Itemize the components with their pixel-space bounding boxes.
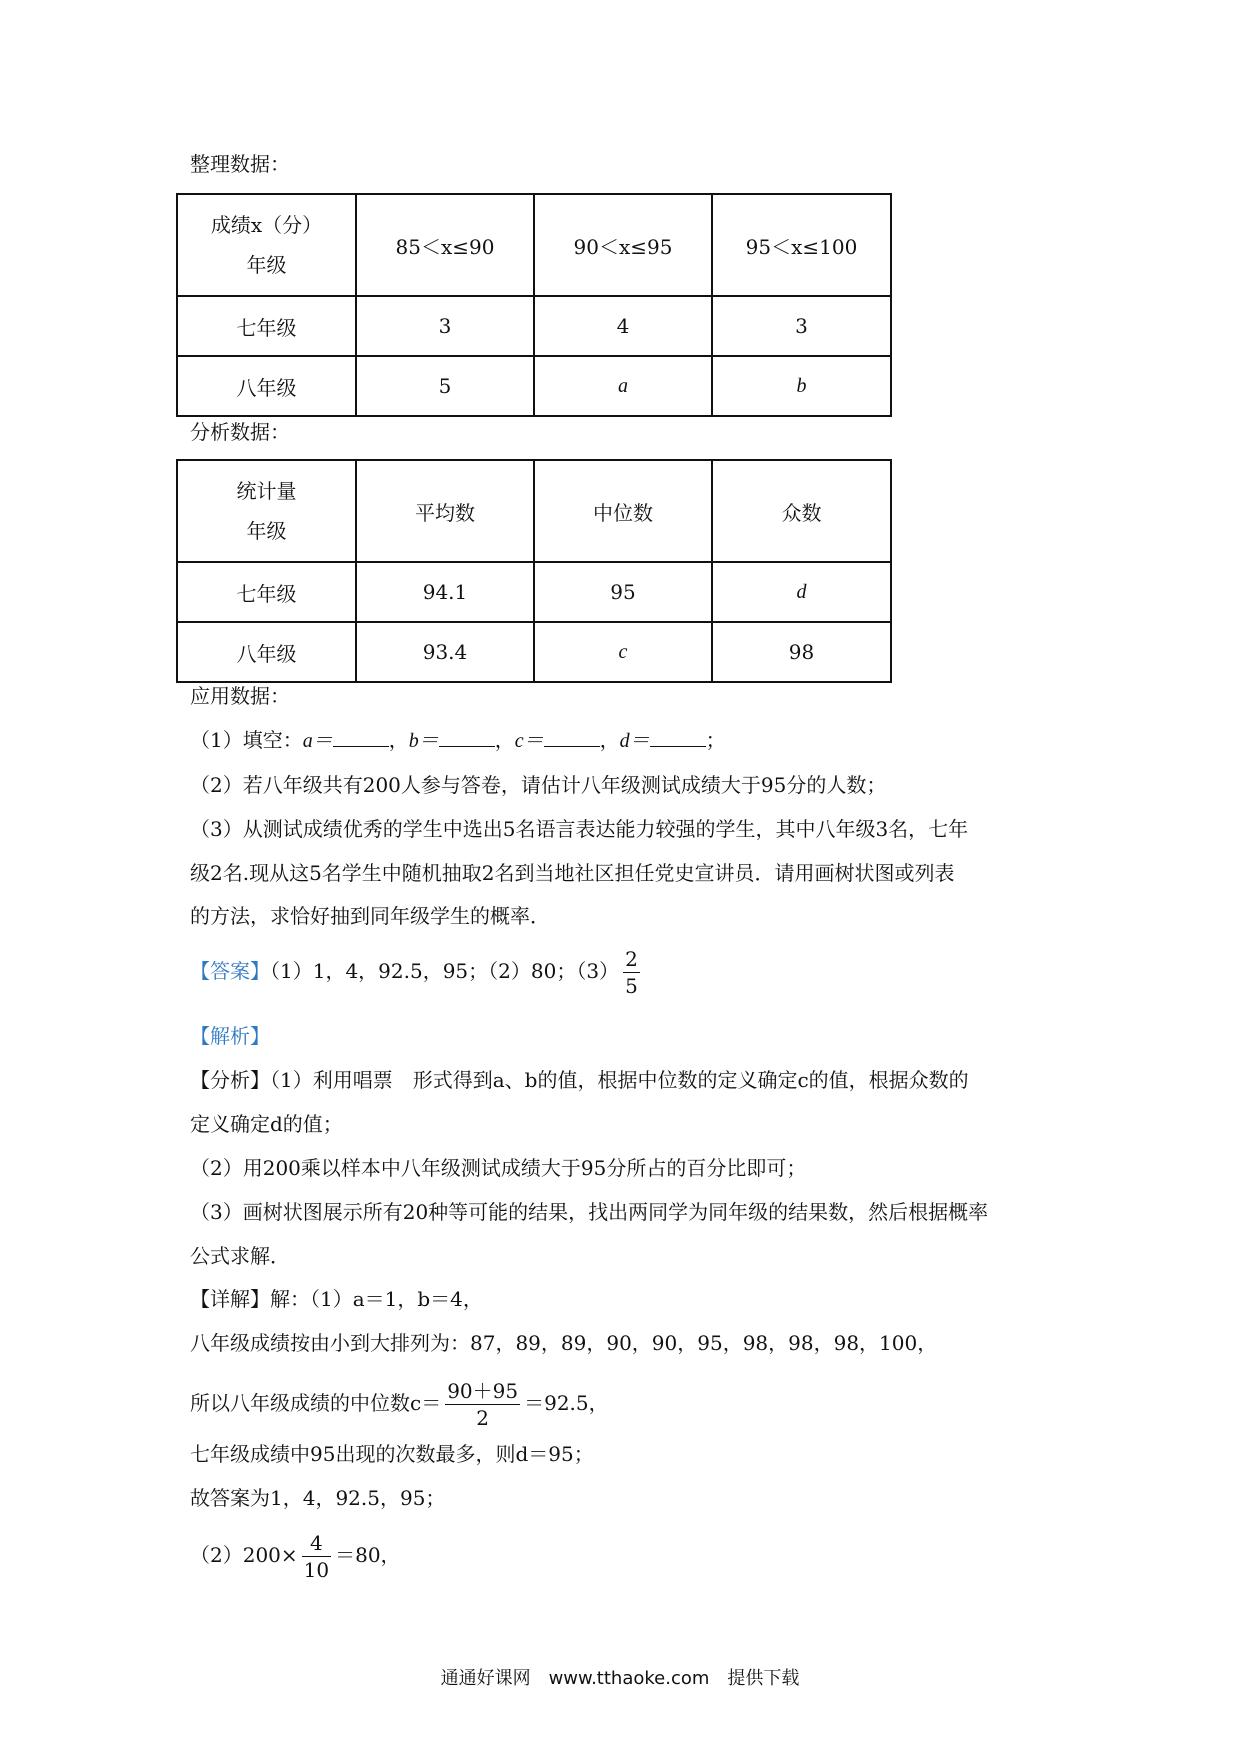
fraction-denominator: 2 bbox=[476, 1406, 490, 1430]
row-label: 八年级 bbox=[177, 622, 356, 682]
separator: ， bbox=[494, 728, 515, 752]
q1-a: a＝ bbox=[302, 730, 333, 752]
fenxi-line3: （2）用200乘以样本中八年级测试成绩大于95分所占的百分比即可； bbox=[190, 1156, 807, 1180]
separator: ； bbox=[705, 728, 726, 752]
q1-c: c＝ bbox=[514, 730, 544, 752]
table-corner-cell bbox=[177, 194, 356, 296]
detail-line1 bbox=[190, 1285, 483, 1313]
frequency-table bbox=[176, 193, 892, 417]
fraction-denominator: 5 bbox=[625, 974, 638, 998]
answer-blank bbox=[333, 728, 389, 747]
detail-line5: 故答案为1，4，92.5，95； bbox=[190, 1486, 446, 1510]
median-prefix: 所以八年级成绩的中位数c＝ bbox=[190, 1391, 442, 1415]
detail-line2: 八年级成绩按由小到大排列为：87，89，89，90，90，95，98，98，98，100， bbox=[190, 1331, 938, 1355]
fraction-numerator: 90＋95 bbox=[447, 1379, 519, 1403]
question-3-line3: 的方法，求恰好抽到同年级学生的概率． bbox=[190, 904, 550, 928]
corner-bottom-label: 年级 bbox=[246, 253, 287, 277]
detail-line3 bbox=[190, 1378, 609, 1431]
table-cell: 94.1 bbox=[356, 562, 534, 622]
table-cell: 4 bbox=[534, 296, 712, 356]
question-2: （2）若八年级共有200人参与答卷，请估计八年级测试成绩大于95分的人数； bbox=[190, 773, 887, 797]
fenxi-line4: （3）画树状图展示所有20种等可能的结果，找出两同学为同年级的结果数，然后根据概率 bbox=[190, 1200, 989, 1224]
q1-prefix: （1）填空： bbox=[190, 728, 303, 752]
corner-top-label: 成绩x（分） bbox=[210, 213, 323, 237]
corner-bottom-label: 年级 bbox=[246, 519, 287, 543]
estimate-prefix: （2）200× bbox=[190, 1543, 298, 1567]
table-header-row bbox=[177, 460, 891, 562]
column-header: 众数 bbox=[712, 460, 891, 562]
answer-tag: 【答案】 bbox=[190, 959, 270, 983]
detail-tag: 【详解】 bbox=[190, 1287, 270, 1311]
page-footer: 通通好课网 www.tthaoke.com 提供下载 bbox=[440, 1668, 800, 1689]
table-row bbox=[177, 562, 891, 622]
q1-d: d＝ bbox=[619, 730, 650, 752]
row-label: 七年级 bbox=[177, 562, 356, 622]
answer-line bbox=[190, 946, 644, 999]
column-header: 中位数 bbox=[534, 460, 712, 562]
statistics-table bbox=[176, 459, 892, 683]
separator: ， bbox=[599, 728, 620, 752]
table-row bbox=[177, 622, 891, 682]
fenxi-line1 bbox=[190, 1066, 969, 1094]
fenxi-tag: 【分析】 bbox=[190, 1068, 270, 1092]
table-cell: 95 bbox=[534, 562, 712, 622]
fenxi-text: （1）利用唱票 形式得到a、b的值，根据中位数的定义确定c的值，根据众数的 bbox=[270, 1068, 969, 1092]
section-title-organize: 整理数据： bbox=[190, 152, 290, 176]
median-fraction bbox=[445, 1378, 520, 1431]
q1-b: b＝ bbox=[408, 730, 439, 752]
estimate-suffix: ＝80， bbox=[335, 1543, 401, 1567]
median-suffix: ＝92.5， bbox=[524, 1391, 609, 1415]
table-cell: 3 bbox=[712, 296, 891, 356]
table-corner-cell bbox=[177, 460, 356, 562]
corner-top-label: 统计量 bbox=[236, 479, 297, 503]
table-cell: b bbox=[712, 356, 891, 416]
table-cell: 5 bbox=[356, 356, 534, 416]
table-header-row bbox=[177, 194, 891, 296]
detail-line4: 七年级成绩中95出现的次数最多，则d＝95； bbox=[190, 1442, 594, 1466]
answer-blank bbox=[439, 728, 495, 747]
question-3-line1: （3）从测试成绩优秀的学生中选出5名语言表达能力较强的学生，其中八年级3名，七年 bbox=[190, 817, 969, 841]
table-row bbox=[177, 296, 891, 356]
table-cell: 3 bbox=[356, 296, 534, 356]
fenxi-line2: 定义确定d的值； bbox=[190, 1112, 343, 1136]
analysis-tag: 【解析】 bbox=[190, 1024, 270, 1048]
question-3-line2: 级2名.现从这5名学生中随机抽取2名到当地社区担任党史宣讲员．请用画树状图或列表 bbox=[190, 861, 955, 885]
section-title-analyze: 分析数据： bbox=[190, 420, 290, 444]
table-cell: c bbox=[534, 622, 712, 682]
detail-text: 解：（1）a＝1，b＝4， bbox=[270, 1287, 483, 1311]
answer-blank bbox=[544, 728, 600, 747]
fraction-numerator: 2 bbox=[625, 947, 638, 971]
column-header: 90＜x≤95 bbox=[534, 194, 712, 296]
section-title-apply: 应用数据： bbox=[190, 684, 290, 708]
fenxi-line5: 公式求解． bbox=[190, 1244, 290, 1268]
row-label: 八年级 bbox=[177, 356, 356, 416]
table-cell: 93.4 bbox=[356, 622, 534, 682]
column-header: 85＜x≤90 bbox=[356, 194, 534, 296]
table-cell: 98 bbox=[712, 622, 891, 682]
table-cell: d bbox=[712, 562, 891, 622]
detail-line6 bbox=[190, 1530, 401, 1583]
estimate-fraction bbox=[302, 1530, 331, 1583]
fraction-numerator: 4 bbox=[302, 1530, 331, 1557]
table-row bbox=[177, 356, 891, 416]
table-cell: a bbox=[534, 356, 712, 416]
separator: ， bbox=[388, 728, 409, 752]
answer-text: （1）1，4，92.5，95；（2）80；（3） bbox=[270, 959, 620, 983]
answer-blank bbox=[650, 728, 706, 747]
column-header: 95＜x≤100 bbox=[712, 194, 891, 296]
row-label: 七年级 bbox=[177, 296, 356, 356]
question-1 bbox=[190, 726, 726, 755]
fraction-denominator: 10 bbox=[303, 1558, 330, 1582]
column-header: 平均数 bbox=[356, 460, 534, 562]
answer-fraction bbox=[623, 946, 640, 999]
